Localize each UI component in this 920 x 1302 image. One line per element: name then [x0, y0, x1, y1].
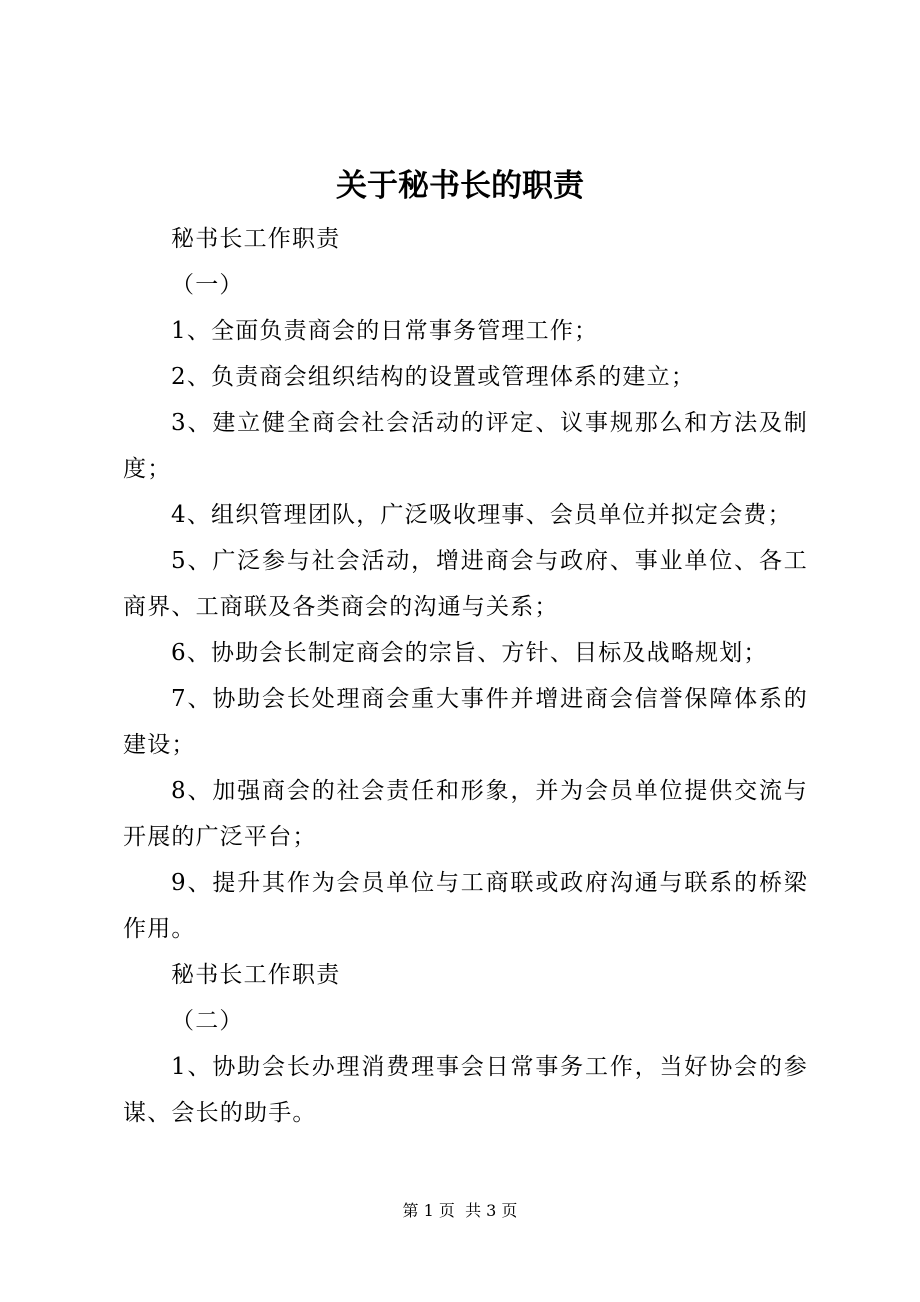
duty-item: 3、建立健全商会社会活动的评定、议事规那么和方法及制度； — [123, 410, 808, 482]
page-footer — [0, 1196, 920, 1226]
document-title: 关于秘书长的职责 — [336, 168, 584, 204]
duty-item: 8、加强商会的社会责任和形象，并为会员单位提供交流与开展的广泛平台； — [123, 778, 808, 850]
page-number: 第 1 页 共 3 页 — [402, 1201, 518, 1220]
duty-item: 2、负责商会组织结构的设置或管理体系的建立； — [171, 364, 696, 390]
duty-item: 7、协助会长处理商会重大事件并增进商会信誉保障体系的建设； — [123, 686, 808, 758]
document-body — [123, 216, 808, 1136]
duty-item: 6、协助会长制定商会的宗旨、方针、目标及战略规划； — [171, 640, 768, 666]
section-number: （二） — [171, 1008, 244, 1034]
section-heading: 秘书长工作职责 — [171, 226, 341, 252]
duty-item: 1、协助会长办理消费理事会日常事务工作，当好协会的参谋、会长的助手。 — [123, 1054, 808, 1126]
duty-item: 1、全面负责商会的日常事务管理工作； — [171, 318, 599, 344]
duty-item: 9、提升其作为会员单位与工商联或政府沟通与联系的桥梁作用。 — [123, 870, 808, 942]
section-heading: 秘书长工作职责 — [171, 962, 341, 988]
duty-item: 5、广泛参与社会活动，增进商会与政府、事业单位、各工商界、工商联及各类商会的沟通与关系； — [123, 548, 808, 620]
duty-item: 4、组织管理团队，广泛吸收理事、会员单位并拟定会费； — [171, 502, 792, 528]
section-number: （一） — [171, 272, 244, 298]
